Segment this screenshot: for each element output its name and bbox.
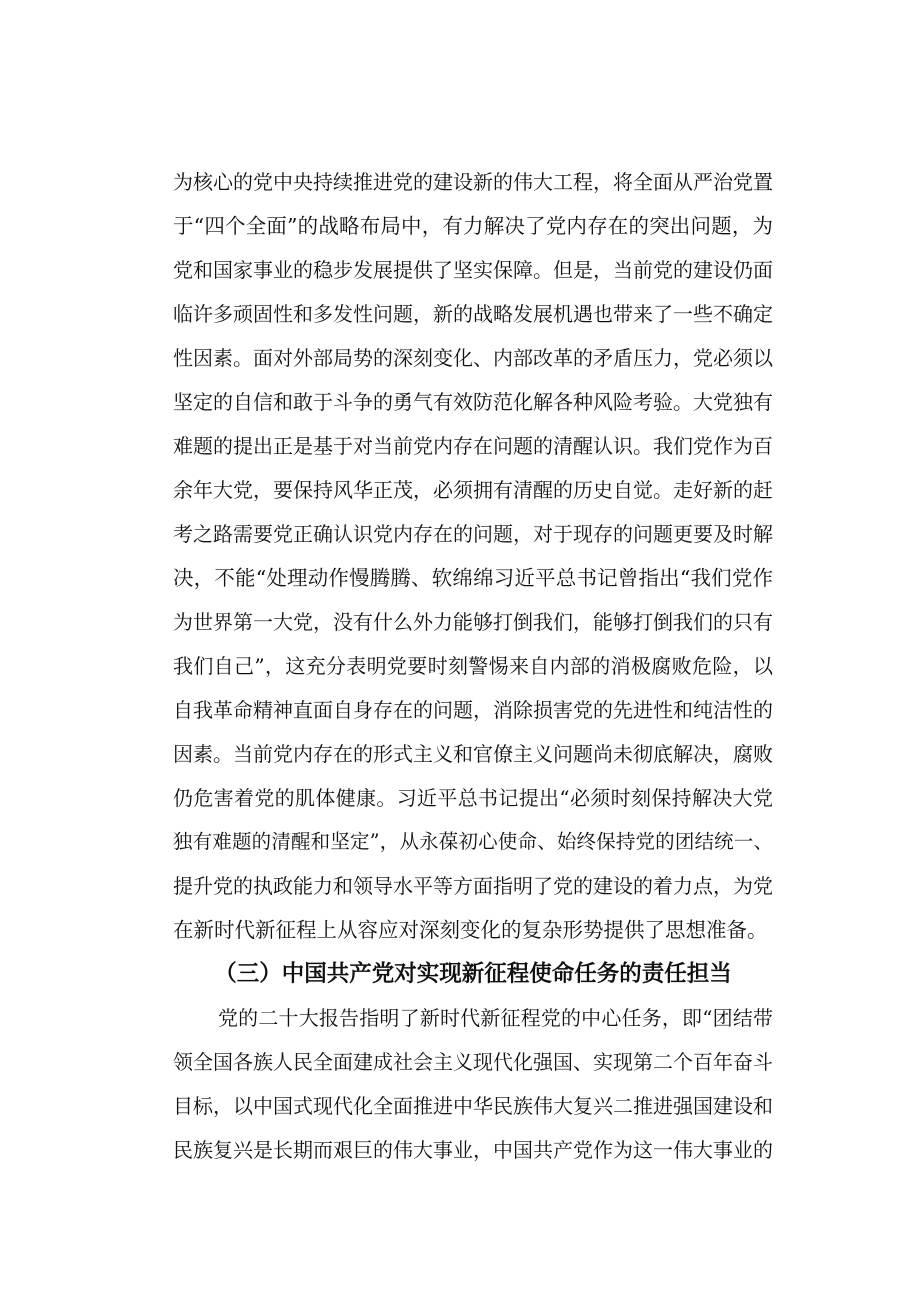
paragraph-line: 在新时代新征程上从容应对深刻变化的复杂形势提供了思想准备。 [173,918,768,942]
paragraph-line: 领全国各族人民全面建成社会主义现代化强国、实现第二个百年奋斗 [173,1050,773,1074]
section-heading: （三）中国共产党对实现新征程使命任务的责任担当 [214,961,732,987]
paragraph-line: 自我革命精神直面自身存在的问题，消除损害党的先进性和纯洁性的 [173,698,773,722]
paragraph-line: 目标，以中国式现代化全面推进中华民族伟大复兴二推进强国建设和 [173,1094,773,1118]
paragraph-line: 余年大党，要保持风华正茂，必须拥有清醒的历史自觉。走好新的赶 [173,478,773,502]
paragraph-line: 我们自己”，这充分表明党要时刻警惕来自内部的消极腐败危险，以 [173,654,773,678]
paragraph-line: 临许多顽固性和多发性问题，新的战略发展机遇也带来了一些不确定 [173,302,773,326]
paragraph-line: 坚定的自信和敢于斗争的勇气有效防范化解各种风险考验。大党独有 [173,390,773,414]
paragraph-line: 民族复兴是长期而艰巨的伟大事业，中国共产党作为这一伟大事业的 [173,1138,773,1162]
paragraph-line: 于“四个全面”的战略布局中，有力解决了党内存在的突出问题，为 [173,214,773,238]
paragraph-2 [173,996,773,1172]
paragraph-line: 仍危害着党的肌体健康。习近平总书记提出“必须时刻保持解决大党 [173,786,773,810]
paragraph-line: 考之路需要党正确认识党内存在的问题，对于现存的问题更要及时解 [173,522,773,546]
paragraph-line: 为世界第一大党，没有什么外力能够打倒我们，能够打倒我们的只有 [173,610,773,634]
paragraph-line: 党的二十大报告指明了新时代新征程党的中心任务，即“团结带 [218,1006,773,1030]
paragraph-line: 难题的提出正是基于对当前党内存在问题的清醒认识。我们党作为百 [173,434,773,458]
paragraph-1 [173,160,773,952]
paragraph-line: 党和国家事业的稳步发展提供了坚实保障。但是，当前党的建设仍面 [173,258,773,282]
document-body [173,160,773,1172]
paragraph-line: 性因素。面对外部局势的深刻变化、内部改革的矛盾压力，党必须以 [173,346,773,370]
paragraph-line: 提升党的执政能力和领导水平等方面指明了党的建设的着力点，为党 [173,874,773,898]
paragraph-line: 独有难题的清醒和坚定”，从永葆初心使命、始终保持党的团结统一、 [173,830,773,853]
paragraph-line: 为核心的党中央持续推进党的建设新的伟大工程，将全面从严治党置 [173,170,773,194]
paragraph-line: 因素。当前党内存在的形式主义和官僚主义问题尚未彻底解决，腐败 [173,742,773,766]
paragraph-line: 决，不能“处理动作慢腾腾、软绵绵习近平总书记曾指出“我们党作 [173,566,773,590]
